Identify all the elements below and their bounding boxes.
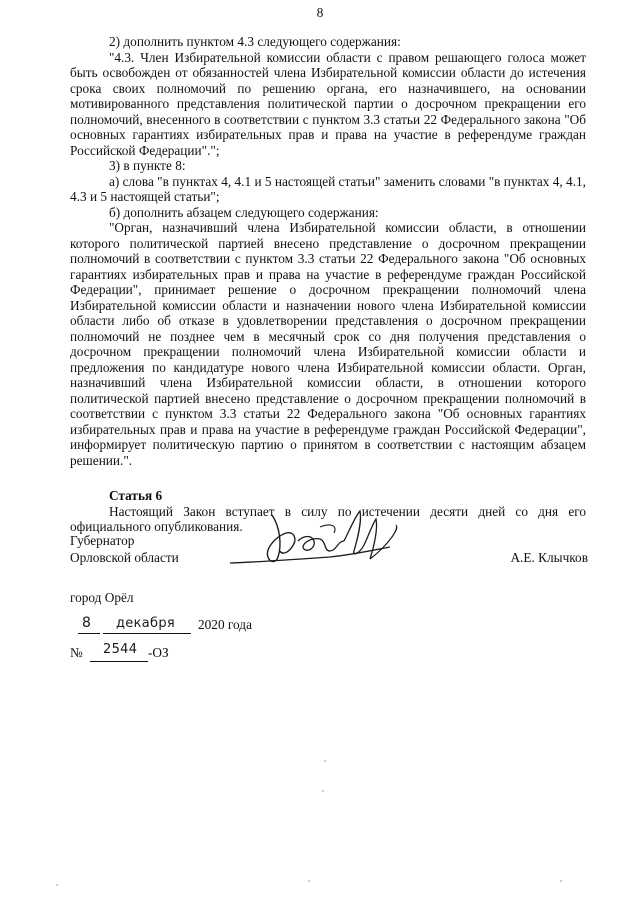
paragraph-item-3: 3) в пункте 8: xyxy=(109,158,186,173)
law-number-suffix: -ОЗ xyxy=(148,645,169,660)
scan-speck xyxy=(560,880,562,882)
paragraph-item-2: 2) дополнить пунктом 4.3 следующего содержания: xyxy=(109,34,401,49)
date-day: 8 xyxy=(82,615,92,631)
scan-speck xyxy=(308,880,310,882)
date-month: декабря xyxy=(116,616,175,631)
document-body xyxy=(70,34,586,535)
paragraph-subitem-b: б) дополнить абзацем следующего содержания: xyxy=(109,204,379,220)
month-underline xyxy=(103,633,191,634)
scan-speck xyxy=(56,884,58,886)
date-line xyxy=(70,617,370,639)
article-6-heading: Статья 6 xyxy=(109,488,163,503)
day-underline xyxy=(78,633,100,634)
number-sign: № xyxy=(70,645,83,660)
date-year: 2020 года xyxy=(198,617,252,632)
paragraph-quote-4-3: "4.3. Член Избирательной комиссии области с правом решающего голоса может быть освобожден от обязанностей члена Избирательной комиссии области до истечения срока своих полномочий по решению органа, его назначившего, на основании мотивированного представления политической партии о досрочном прекращении его полномочий, внесенного в соответствии с пунктом 3.3 статьи 22 Федерального закона "Об основных гарантиях избирательных прав и права на участие в референдуме граждан Российской Федерации"."; xyxy=(70,49,586,158)
scan-speck xyxy=(324,760,326,762)
place-of-signing: город Орёл xyxy=(70,590,134,605)
law-number: 2544 xyxy=(103,642,138,657)
paragraph-new-abzac: "Орган, назначивший члена Избирательной комиссии области, в отношении которого политической партией внесено представление о досрочном прекращении полномочий в соответствии с пунктом 3.3 статьи 22 Федерального закона "Об основных гарантиях избирательных прав и права на участие в референдуме граждан Российской Федерации", принимает решение о досрочном прекращении полномочий члена Избирательной комиссии области и назначении нового члена Избирательной комиссии области либо об отказе в удовлетворении представления о досрочном прекращении полномочий не позднее чем в месячный срок со дня получения представления о досрочном прекращении полномочий члена Избирательной комиссии области и предложения по кандидатуре нового члена Избирательной комиссии области. Орган, назначивший члена Избирательной комиссии области, в отношении которого политической партией внесено представление о досрочном прекращении полномочий в соответствии с пунктом 3.3 статьи 22 Федерального закона "Об основных гарантиях избирательных прав и права на участие в референдуме граждан Российской Федерации", информирует политическую партию о принятом в соответствии с настоящим абзацем решении.". xyxy=(70,220,586,468)
signature-block xyxy=(70,525,590,585)
article-6-text: Настоящий Закон вступает в силу по истечении десяти дней со дня его официального опубликования. xyxy=(70,503,586,534)
paragraph-subitem-a: а) слова "в пунктах 4, 4.1 и 5 настоящей статьи" заменить словами "в пунктах 4, 4.1, 4.3 и 5 настоящей статьи"; xyxy=(70,173,586,204)
scan-speck xyxy=(322,790,324,792)
number-underline xyxy=(90,661,148,662)
law-number-line xyxy=(70,642,370,667)
handwritten-signature xyxy=(220,507,430,577)
page-number: 8 xyxy=(316,5,324,20)
signatory-role xyxy=(70,532,179,566)
signatory-role-line2: Орловской области xyxy=(70,550,179,565)
signatory-role-line1: Губернатор xyxy=(70,533,135,548)
signatory-name: А.Е. Клычков xyxy=(510,550,588,565)
